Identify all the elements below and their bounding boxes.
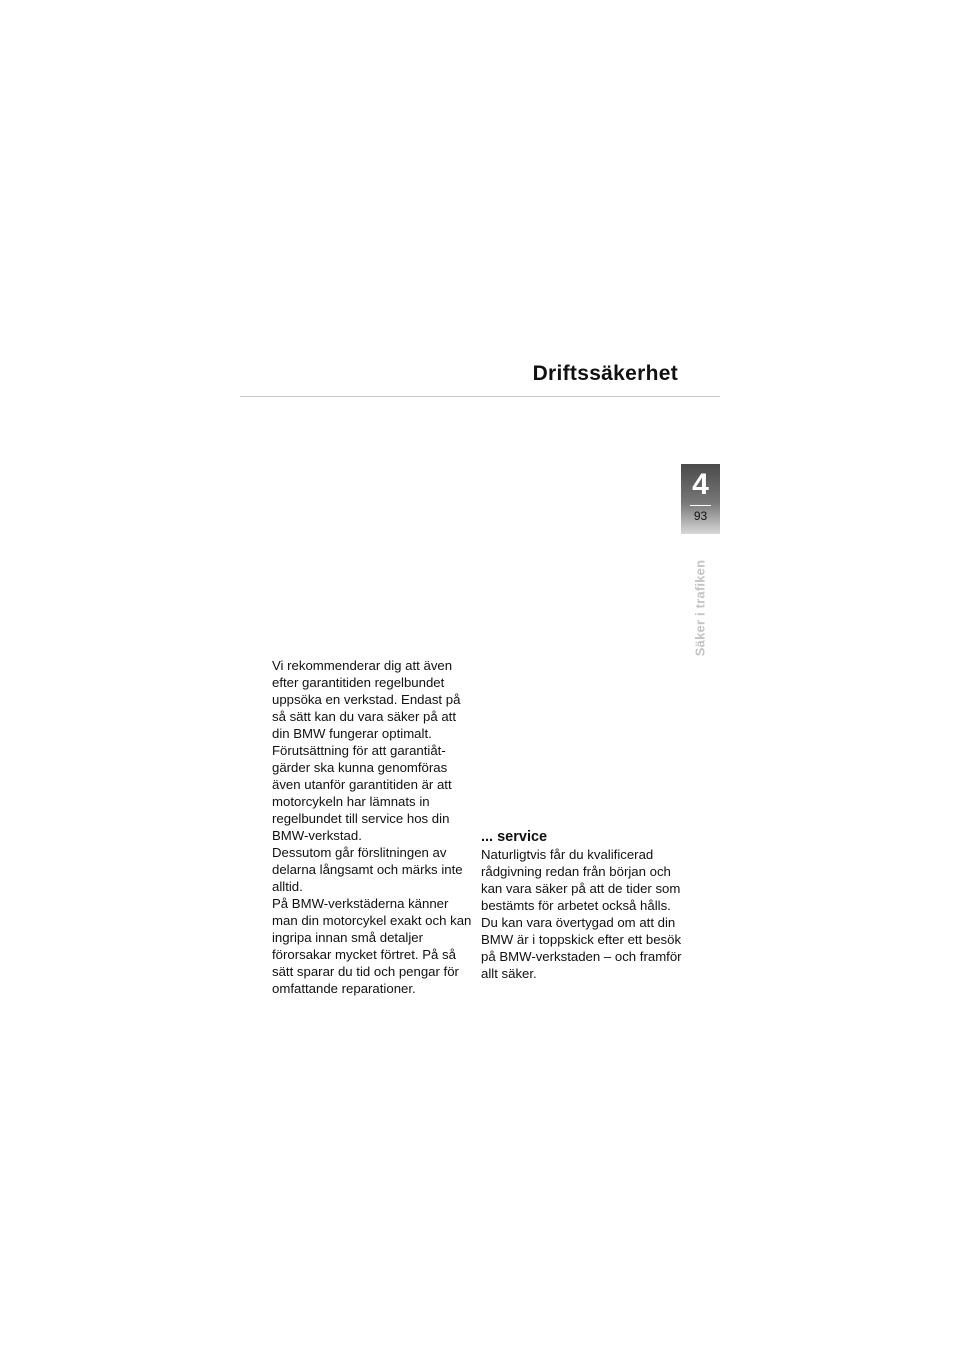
right-column xyxy=(481,829,686,982)
paragraph: Dessutom går förslitningen av delarna långsamt och märks inte alltid. xyxy=(272,845,463,894)
chapter-tab xyxy=(681,464,720,534)
paragraph: På BMW-verkstäderna känner man din motorcykel exakt och kan ingripa innan små detaljer förorsakar mycket förtret. På så sätt sparar du tid och pengar för omfattande reparationer. xyxy=(272,896,472,996)
paragraph: Naturligtvis får du kvalificerad rådgivning redan från början och kan vara säker på att de tider som bestämts för arbetet också hålls. Du kan vara övertygad om att din BMW är i toppskick efter ett besök på BMW-verkstaden – och framför allt säker. xyxy=(481,847,682,981)
page-title: Driftssäkerhet xyxy=(532,362,678,385)
page-number: 93 xyxy=(693,509,708,523)
title-divider xyxy=(240,396,720,397)
left-column xyxy=(272,657,477,997)
paragraph: Vi rekommenderar dig att även efter garantitiden regelbundet uppsöka en verkstad. Endast på så sätt kan du vara säker på att din BMW fungerar optimalt. Förutsättning för att garantiåtgärder ska kunna genomföras även utanför garantitiden är att motorcykeln har lämnats in regelbundet till service hos din BMW-verkstad. xyxy=(272,658,461,843)
section-heading-service: ... service xyxy=(481,829,548,845)
chapter-side-label: Säker i trafiken xyxy=(692,559,708,657)
chapter-separator xyxy=(690,505,711,506)
chapter-number: 4 xyxy=(692,468,709,501)
